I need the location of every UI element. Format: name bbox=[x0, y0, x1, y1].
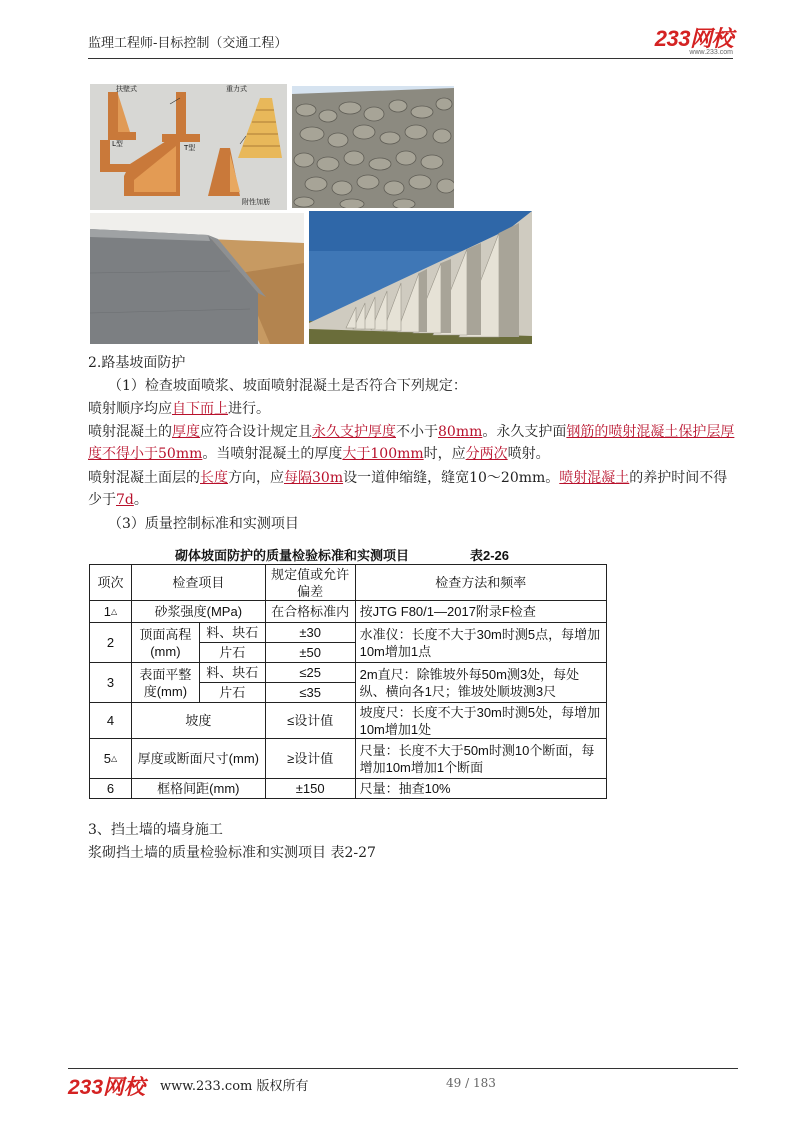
quality-table bbox=[89, 564, 607, 799]
list-item: （1）检查坡面喷浆、坡面喷射混凝土是否符合下列规定： bbox=[108, 378, 467, 394]
concrete-wall-photo bbox=[90, 213, 304, 344]
cell-tolerance: ±150 bbox=[265, 779, 355, 799]
cell-method: 坡度尺：长度不大于30m时测5处，每增加10m增加1处 bbox=[355, 703, 606, 739]
table-row bbox=[90, 601, 607, 623]
cell-tolerance: ≤设计值 bbox=[265, 703, 355, 739]
table-row bbox=[90, 779, 607, 799]
diagram-label: 扶壁式 bbox=[116, 85, 137, 93]
row-number: 3 bbox=[90, 663, 132, 703]
cell-subitem: 料、块石 bbox=[199, 623, 265, 643]
page-footer bbox=[68, 1068, 738, 1099]
cell-item: 表面平整度(mm) bbox=[131, 663, 199, 703]
section-heading: 2.路基坡面防护 bbox=[88, 355, 186, 371]
footer-site: www.233.com 版权所有 bbox=[160, 1079, 309, 1094]
cell-subitem: 片石 bbox=[199, 643, 265, 663]
highlight: 钢筋的喷射混凝土保护层厚度不得小于50mm bbox=[88, 424, 735, 462]
paragraph: 喷射混凝土的厚度应符合设计规定且永久支护厚度不小于80mm。永久支护面钢筋的喷射混凝土保护层厚度不得小于50mm。当喷射混凝土的厚度大于100mm时，应分两次喷射。 bbox=[88, 424, 735, 462]
table-header-row bbox=[90, 565, 607, 601]
diagram-label: 附性加筋 bbox=[242, 198, 270, 206]
paragraph: 喷射混凝土面层的长度方向，应每隔30m设一道伸缩缝，缝宽10～20mm。喷射混凝土的养护时间不得少于7d。 bbox=[88, 470, 728, 508]
table-caption: 砌体坡面防护的质量检验标准和实测项目 bbox=[175, 548, 410, 563]
logo-url: www.233.com bbox=[689, 49, 733, 56]
header-cell: 项次 bbox=[90, 565, 132, 601]
diagram-label: 重力式 bbox=[226, 85, 247, 93]
cell-tolerance: 在合格标准内 bbox=[265, 601, 355, 623]
logo-text: 233网校 bbox=[654, 26, 733, 51]
table-row bbox=[90, 739, 607, 779]
section-heading: 3、挡土墙的墙身施工 bbox=[88, 822, 223, 838]
diagram-label: L型 bbox=[112, 140, 123, 148]
list-item: （3）质量控制标准和实测项目 bbox=[108, 516, 299, 532]
highlight: 7d bbox=[116, 492, 134, 508]
table-reference: 浆砌挡土墙的质量检验标准和实测项目 表2-27 bbox=[88, 845, 376, 861]
header-cell: 规定值或允许偏差 bbox=[265, 565, 355, 601]
cell-item: 顶面高程(mm) bbox=[131, 623, 199, 663]
row-number: 1△ bbox=[90, 601, 132, 623]
diagram-label: T型 bbox=[184, 144, 196, 152]
highlight: 80mm bbox=[438, 424, 483, 440]
cell-subitem: 料、块石 bbox=[199, 663, 265, 683]
highlight: 永久支护厚度 bbox=[312, 424, 396, 440]
highlight: 厚度 bbox=[172, 424, 200, 440]
cell-item: 厚度或断面尺寸(mm) bbox=[131, 739, 265, 779]
highlight: 大于100mm bbox=[342, 446, 424, 462]
cell-tolerance: ≥设计值 bbox=[265, 739, 355, 779]
footer-logo: 233网校 bbox=[68, 1076, 146, 1099]
header-title: 监理工程师-目标控制（交通工程） bbox=[88, 36, 288, 51]
row-number: 5△ bbox=[90, 739, 132, 779]
paragraph: 喷射顺序均应自下而上进行。 bbox=[88, 401, 270, 417]
buttress-wall-photo bbox=[309, 211, 532, 344]
stone-wall-photo bbox=[292, 86, 454, 208]
highlight: 分两次 bbox=[465, 446, 508, 462]
cell-method: 尺量：长度不大于50m时测10个断面，每增加10m增加1个断面 bbox=[355, 739, 606, 779]
page-header bbox=[88, 26, 733, 59]
wall-types-diagram bbox=[90, 84, 287, 210]
highlight: 喷射混凝土 bbox=[559, 470, 630, 486]
cell-method: 按JTG F80/1—2017附录F检查 bbox=[355, 601, 606, 623]
header-cell: 检查方法和频率 bbox=[355, 565, 606, 601]
cell-tolerance: ±50 bbox=[265, 643, 355, 663]
highlight: 每隔30m bbox=[284, 470, 344, 486]
table-row bbox=[90, 703, 607, 739]
cell-method: 2m直尺：除锥坡外每50m测3处，每处纵、横向各1尺；锥坡处顺坡测3尺 bbox=[355, 663, 606, 703]
cell-tolerance: ±30 bbox=[265, 623, 355, 643]
cell-tolerance: ≤25 bbox=[265, 663, 355, 683]
cell-item: 框格间距(mm) bbox=[131, 779, 265, 799]
brand-logo bbox=[655, 22, 733, 56]
cell-method: 水准仪：长度不大于30m时测5点，每增加10m增加1点 bbox=[355, 623, 606, 663]
row-number: 4 bbox=[90, 703, 132, 739]
page-number: 49 / 183 bbox=[446, 1076, 496, 1090]
header-cell: 检查项目 bbox=[131, 565, 265, 601]
cell-tolerance: ≤35 bbox=[265, 683, 355, 703]
highlight: 长度 bbox=[200, 470, 228, 486]
cell-method: 尺量：抽查10% bbox=[355, 779, 606, 799]
table-number: 表2-26 bbox=[470, 548, 510, 563]
cell-item: 坡度 bbox=[131, 703, 265, 739]
highlight: 自下而上 bbox=[172, 401, 228, 417]
cell-subitem: 片石 bbox=[199, 683, 265, 703]
table-row bbox=[90, 623, 607, 643]
table-row bbox=[90, 663, 607, 683]
cell-item: 砂浆强度(MPa) bbox=[131, 601, 265, 623]
row-number: 2 bbox=[90, 623, 132, 663]
row-number: 6 bbox=[90, 779, 132, 799]
